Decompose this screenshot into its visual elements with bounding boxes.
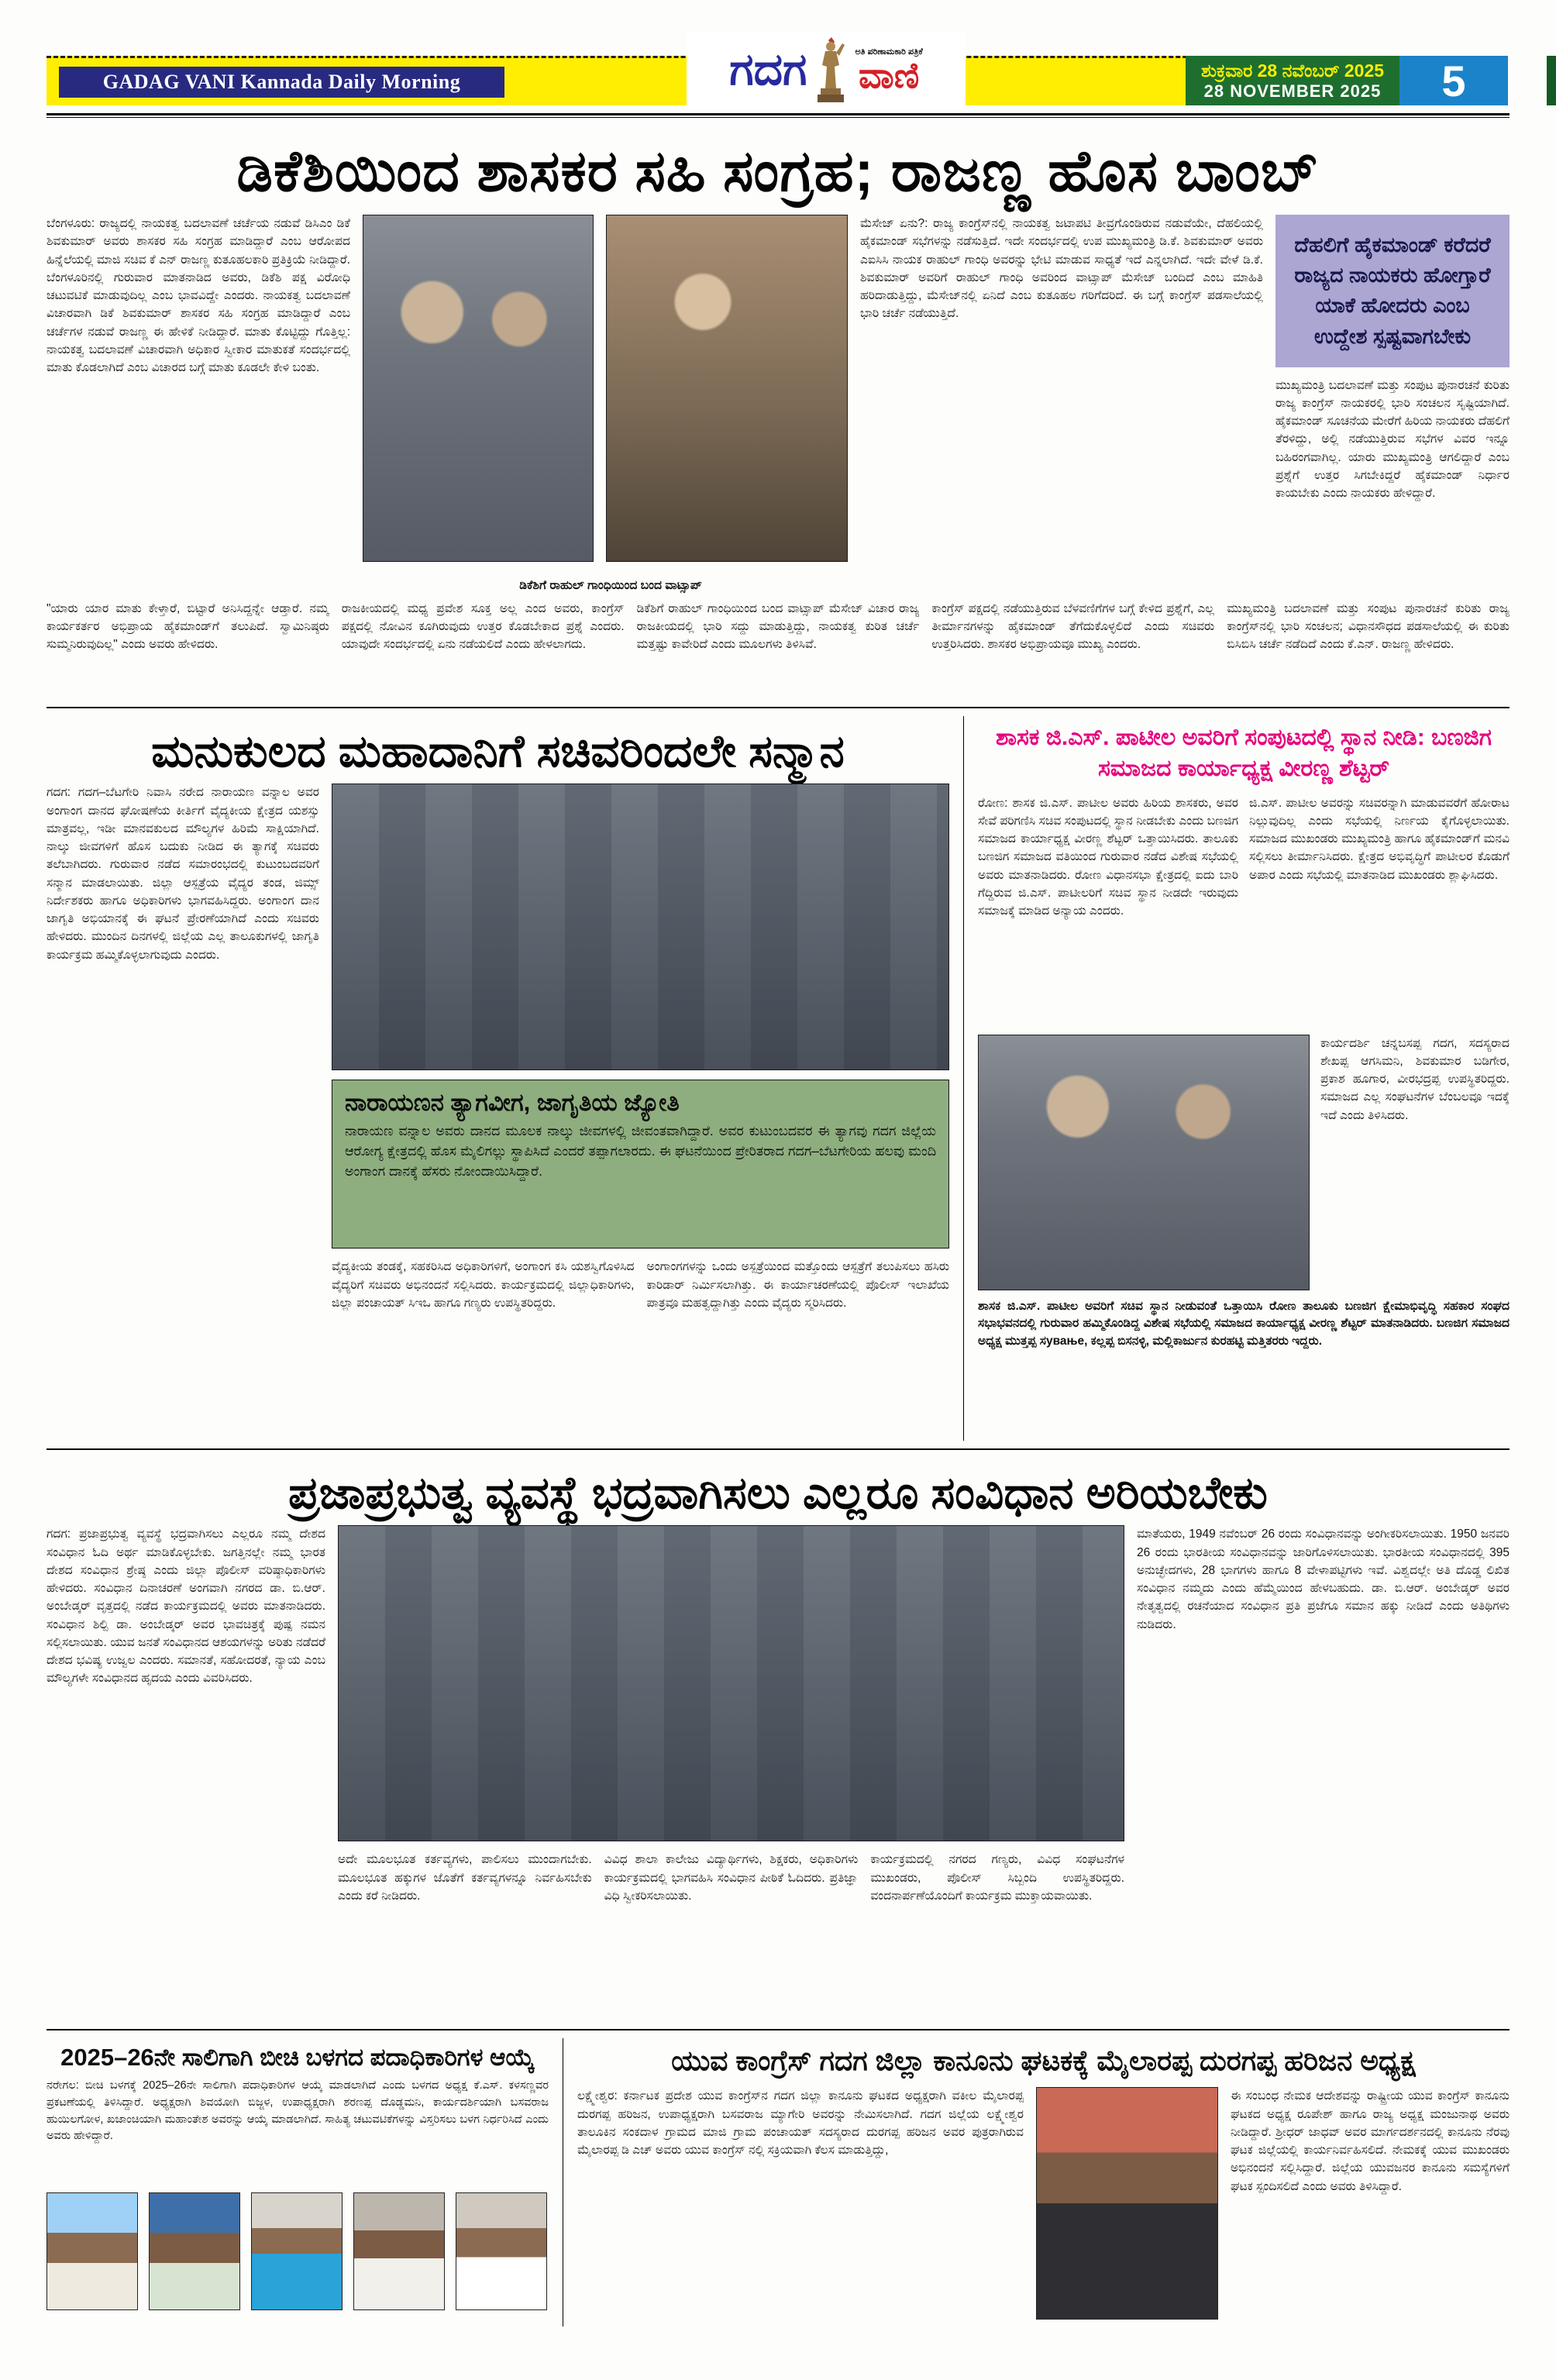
constitution-sub-col-3: ಕಾರ್ಯಕ್ರಮದಲ್ಲಿ ನಗರದ ಗಣ್ಯರು, ವಿವಿಧ ಸಂಘಟನೆಗಳ ಮುಖಂಡರು, ಪೊಲೀಸ್ ಸಿಬ್ಬಂದಿ ಉಪಸ್ಥಿತರಿದ್ದರು. ವಂದನಾರ್ಪಣೆಯೊಂದಿಗೆ ಕಾರ್ಯಕ್ರಮ ಮುಕ್ತಾಯವಾಯಿತು.	[870, 1853, 1125, 1903]
youth-congress-story	[577, 2038, 1510, 2327]
lead-bottom-col-2: ರಾಜಕೀಯದಲ್ಲಿ ಮಧ್ಯ ಪ್ರವೇಶ ಸೂಕ್ತ ಅಲ್ಲ ಎಂದ ಅವರು, ಕಾಂಗ್ರೆಸ್ ಪಕ್ಷದಲ್ಲಿ ನೋವಿನ ಕೂಗಿರುವುದು ಉತ್ತರ ಕೊಡಬೇಕಾದ ಪ್ರಶ್ನೆ ಎಂದರು. ಯಾವುದೇ ಸಂದರ್ಭದಲ್ಲಿ ಏನು ನಡೆಯಲಿದೆ ಎಂದು ಹೇಳಲಾಗದು.	[341, 601, 625, 652]
beechi-headline: 2025–26ನೇ ಸಾಲಿಗಾಗಿ ಬೀಚಿ ಬಳಗದ ಪದಾಧಿಕಾರಿಗಳ ಆಯ್ಕೆ	[60, 2044, 535, 2072]
vertical-rule-1	[963, 716, 964, 1441]
lead-col-message: ಮೆಸೇಜ್ ಏನು?: ರಾಜ್ಯ ಕಾಂಗ್ರೆಸ್‌ನಲ್ಲಿ ನಾಯಕತ್ವ ಜಟಾಪಟಿ ತೀವ್ರಗೊಂಡಿರುವ ನಡುವೆಯೇ, ದೆಹಲಿಯಲ್ಲಿ ಹೈಕಮಾಂಡ್ ಸಭೆಗಳನ್ನು ನಡೆಸುತ್ತಿದೆ. ಇದೇ ಸಂದರ್ಭದಲ್ಲಿ ಉಪ ಮುಖ್ಯಮಂತ್ರಿ ಡಿ.ಕೆ. ಶಿವಕುಮಾರ್ ಅವರು ಎಐಸಿಸಿ ನಾಯಕ ರಾಹುಲ್ ಗಾಂಧಿ ಅವರನ್ನು ಭೇಟಿ ಮಾಡುವ ಸಾಧ್ಯತೆ ಇದೆ ಎನ್ನಲಾಗಿದೆ. ಇದೇ ವೇಳೆ ಡಿ.ಕೆ. ಶಿವಕುಮಾರ್ ಅವರಿಗೆ ರಾಹುಲ್ ಗಾಂಧಿ ಅವರಿಂದ ವಾಟ್ಸಾಪ್ ಮೆಸೇಜ್ ಬಂದಿದೆ ಎಂಬ ಮಾಹಿತಿ ಹರಿದಾಡುತ್ತಿದ್ದು, ಮೆಸೇಜ್‌ನಲ್ಲಿ ಏನಿದೆ ಎಂಬ ಕುತೂಹಲ ಗರಿಗೆದರಿದೆ. ಈ ಬಗ್ಗೆ ಕಾಂಗ್ರೆಸ್ ಪಡಸಾಲೆಯಲ್ಲಿ ಭಾರಿ ಚರ್ಚೆ ನಡೆಯುತ್ತಿದೆ.	[860, 217, 1263, 321]
date-english: 28 NOVEMBER 2025	[1203, 81, 1382, 101]
patil-photo-caption: ಶಾಸಕ ಜಿ.ಎಸ್. ಪಾಟೀಲ ಅವರಿಗೆ ಸಚಿವ ಸ್ಥಾನ ನೀಡುವಂತೆ ಒತ್ತಾಯಿಸಿ ರೋಣ ತಾಲೂಕು ಬಣಜಿಗ ಕ್ಷೇಮಾಭಿವೃದ್ಧಿ ಸಹಕಾರ ಸಂಘದ ಸಭಾಭವನದಲ್ಲಿ ಗುರುವಾರ ಹಮ್ಮಿಕೊಂಡಿದ್ದ ವಿಶೇಷ ಸಭೆಯಲ್ಲಿ ಸಮಾಜದ ಕಾರ್ಯಾಧ್ಯಕ್ಷ ವೀರಣ್ಣ ಶೆಟ್ಟರ್ ಮಾತನಾಡಿದರು. ಬಣಜಿಗ ಸಮಾಜದ ಅಧ್ಯಕ್ಷ ಮುತ್ತಪ್ಪ ಸување, ಕಲ್ಲಪ್ಪ ಬಿಸನಳ್ಳಿ, ಮಲ್ಲಿಕಾರ್ಜುನ ಕುರಹಟ್ಟಿ ಮತ್ತಿತರರು ಇದ್ದರು.	[978, 1299, 1510, 1348]
photo-mylarappa-harijan	[1036, 2087, 1218, 2320]
lead-bottom-col-1: "ಯಾರು ಯಾರ ಮಾತು ಕೇಳ್ತಾರೆ, ಬಿಟ್ಟಾರೆ ಅನಿಸಿದ್ದನ್ನೇ ಆಡ್ತಾರೆ. ನಮ್ಮ ಕಾರ್ಯಕರ್ತರ ಅಭಿಪ್ರಾಯ ಹೈಕಮಾಂಡ್‌ಗೆ ತಲುಪಿದೆ. ಸ್ವಾಮಿನಿಷ್ಠರು ಸುಮ್ಮನಿರುವುದಿಲ್ಲ" ಎಂದು ಅವರು ಹೇಳಿದರು.	[46, 601, 329, 652]
green-box-body: ನಾರಾಯಣ ವನ್ನಾಲ ಅವರು ದಾನದ ಮೂಲಕ ನಾಲ್ಕು ಜೀವಗಳಲ್ಲಿ ಜೀವಂತವಾಗಿದ್ದಾರೆ. ಅವರ ಕುಟುಂಬದವರ ಈ ತ್ಯಾಗವು ಗದಗ ಜಿಲ್ಲೆಯ ಆರೋಗ್ಯ ಕ್ಷೇತ್ರದಲ್ಲಿ ಹೊಸ ಮೈಲಿಗಲ್ಲು ಸ್ಥಾಪಿಸಿದೆ ಎಂದರೆ ತಪ್ಪಾಗಲಾರದು. ಈ ಘಟನೆಯಿಂದ ಪ್ರೇರಿತರಾದ ಗದಗ–ಬೆಟಗೇರಿಯ ಹಲವು ಮಂದಿ ಅಂಗಾಂಗ ದಾನಕ್ಕೆ ಹೆಸರು ನೋಂದಾಯಿಸಿದ್ದಾರೆ.	[345, 1122, 936, 1180]
date-kannada: ಶುಕ್ರವಾರ 28 ನವೆಂಬರ್ 2025	[1200, 60, 1385, 81]
statue-icon	[813, 37, 849, 102]
logo-kannada-vani: ವಾಣಿ	[858, 54, 920, 95]
sanman-sub-col-1: ವೈದ್ಯಕೀಯ ತಂಡಕ್ಕೆ, ಸಹಕರಿಸಿದ ಅಧಿಕಾರಿಗಳಿಗೆ, ಅಂಗಾಂಗ ಕಸಿ ಯಶಸ್ವಿಗೊಳಿಸಿದ ವೈದ್ಯರಿಗೆ ಸಚಿವರು ಅಭಿನಂದನೆ ಸಲ್ಲಿಸಿದರು. ಕಾರ್ಯಕ್ರಮದಲ್ಲಿ ಜಿಲ್ಲಾಧಿಕಾರಿಗಳು, ಜಿಲ್ಲಾ ಪಂಚಾಯತ್ ಸಿಇಒ ಹಾಗೂ ಗಣ್ಯರು ಉಪಸ್ಥಿತರಿದ್ದರು.	[332, 1260, 635, 1310]
sanman-headline: ಮನುಕುಲದ ಮಹಾದಾನಿಗೆ ಸಚಿವರಿಂದಲೇ ಸನ್ಮಾನ	[151, 725, 845, 777]
patil-story	[978, 716, 1510, 1441]
patil-col-side: ಕಾರ್ಯದರ್ಶಿ ಚನ್ನಬಸಪ್ಪ ಗದಗ, ಸದಸ್ಯರಾದ ಶೇಖಪ್ಪ ಆಗಸಿಮನಿ, ಶಿವಕುಮಾರ ಬಡಿಗೇರ, ಪ್ರಕಾಶ ಹೂಗಾರ, ವೀರಭದ್ರಪ್ಪ ಉಪಸ್ಥಿತರಿದ್ದರು. ಸಮಾಜದ ಎಲ್ಲ ಸಂಘಟನೆಗಳ ಬೆಂಬಲವೂ ಇದಕ್ಕೆ ಇದೆ ಎಂದು ತಿಳಿಸಿದರು.	[1320, 1036, 1510, 1122]
lead-story	[46, 124, 1510, 699]
photo-dks-interview	[363, 215, 594, 562]
youth-headline: ಯುವ ಕಾಂಗ್ರೆಸ್ ಗದಗ ಜಿಲ್ಲಾ ಕಾನೂನು ಘಟಕಕ್ಕೆ ಮೈಲಾರಪ್ಪ ದುರಗಪ್ಪ ಹರಿಜನ ಅಧ್ಯಕ್ಷ	[671, 2044, 1416, 2077]
photo-constitution-day	[338, 1525, 1124, 1841]
patil-col-2: ಜಿ.ಎಸ್. ಪಾಟೀಲ ಅವರನ್ನು ಸಚಿವರನ್ನಾಗಿ ಮಾಡುವವರೆಗೆ ಹೋರಾಟ ನಿಲ್ಲುವುದಿಲ್ಲ ಎಂದು ಸಭೆಯಲ್ಲಿ ನಿರ್ಣಯ ಕೈಗೊಳ್ಳಲಾಯಿತು. ಸಮಾಜದ ಮುಖಂಡರು ಮುಖ್ಯಮಂತ್ರಿ ಹಾಗೂ ಹೈಕಮಾಂಡ್‌ಗೆ ಮನವಿ ಸಲ್ಲಿಸಲು ತೀರ್ಮಾನಿಸಿದರು. ಕ್ಷೇತ್ರದ ಅಭಿವೃದ್ಧಿಗೆ ಪಾಟೀಲರ ಕೊಡುಗೆ ಅಪಾರ ಎಂದು ಸಭೆಯಲ್ಲಿ ಮಾತನಾಡಿದ ಮುಖಂಡರು ಶ್ಲಾಘಿಸಿದರು.	[1249, 796, 1510, 882]
beechi-story	[46, 2038, 549, 2327]
sanman-col-left: ಗದಗ: ಗದಗ–ಬೆಟಗೇರಿ ನಿವಾಸಿ ನರೇದ ನಾರಾಯಣ ವನ್ನಾಲ ಅವರ ಅಂಗಾಂಗ ದಾನದ ಘೋಷಣೆಯ ಕೀರ್ತಿಗೆ ವೈದ್ಯಕೀಯ ಕ್ಷೇತ್ರದ ಯಶಸ್ಸು ಮಾತ್ರವಲ್ಲ, ಇಡೀ ಮಾನವಕುಲದ ಮೌಲ್ಯಗಳ ಹಿರಿಮೆ ಸಾಕ್ಷಿಯಾಗಿದೆ. ನಾಲ್ಕು ಜೀವಗಳಿಗೆ ಹೊಸ ಬದುಕು ನೀಡಿದ ಈ ತ್ಯಾಗಕ್ಕೆ ಸಚಿವರು ತಲೆಬಾಗಿದರು. ಗುರುವಾರ ನಡೆದ ಸಮಾರಂಭದಲ್ಲಿ ಕುಟುಂಬದವರಿಗೆ ಸನ್ಮಾನ ಮಾಡಲಾಯಿತು. ಜಿಲ್ಲಾ ಆಸ್ಪತ್ರೆಯ ವೈದ್ಯರ ತಂಡ, ಜಿಮ್ಸ್ ನಿರ್ದೇಶಕರು ಹಾಗೂ ಅಧಿಕಾರಿಗಳು ಭಾಗವಹಿಸಿದ್ದರು. ಅಂಗಾಂಗ ದಾನ ಜಾಗೃತಿ ಅಭಿಯಾನಕ್ಕೆ ಈ ಘಟನೆ ಪ್ರೇರಣೆಯಾಗಿದೆ ಎಂದು ಸಚಿವರು ಹೇಳಿದರು. ಮುಂದಿನ ದಿನಗಳಲ್ಲಿ ಜಿಲ್ಲೆಯ ಎಲ್ಲ ತಾಲೂಕುಗಳಲ್ಲಿ ಜಾಗೃತಿ ಕಾರ್ಯಕ್ರಮ ಹಮ್ಮಿಕೊಳ್ಳಲಾಗುವುದು ಎಂದರು.	[46, 786, 319, 962]
lead-col-1: ಬೆಂಗಳೂರು: ರಾಜ್ಯದಲ್ಲಿ ನಾಯಕತ್ವ ಬದಲಾವಣೆ ಚರ್ಚೆಯ ನಡುವೆ ಡಿಸಿಎಂ ಡಿಕೆ ಶಿವಕುಮಾರ್ ಅವರು ಶಾಸಕರ ಸಹಿ ಸಂಗ್ರಹ ಮಾಡಿದ್ದಾರೆ ಎಂಬ ಆರೋಪದ ಹಿನ್ನೆಲೆಯಲ್ಲಿ ಮಾಜಿ ಸಚಿವ ಕೆ ಎನ್ ರಾಜಣ್ಣ ಕುತೂಹಲಕಾರಿ ಪ್ರತಿಕ್ರಿಯೆ ನೀಡಿದ್ದಾರೆ. ಬೆಂಗಳೂರಿನಲ್ಲಿ ಗುರುವಾರ ಮಾತನಾಡಿದ ಅವರು, ಡಿಕೆಶಿ ಪಕ್ಷ ವಿರೋಧಿ ಚಟುವಟಿಕೆ ಮಾಡುವುದಿಲ್ಲ ಎಂಬ ಭಾವವಿದ್ದೇ ಎಂದರು. ನಾಯಕತ್ವ ಬದಲಾವಣೆ ವಿಚಾರವಾಗಿ ಡಿಕೆ ಶಿವಕುಮಾರ್ ಶಾಸಕರ ಸಹಿ ಸಂಗ್ರಹ ಮಾಡಿದ್ದಾರೆ ಎಂಬ ಚರ್ಚೆಗಳ ನಡುವೆ ರಾಜಣ್ಣ ಈ ಹೇಳಿಕೆ ನೀಡಿದ್ದಾರೆ. ಮಾತು ಕೊಟ್ಟಿದ್ದು ಗೊತ್ತಿಲ್ಲ: ನಾಯಕತ್ವ ಬದಲಾವಣೆ ವಿಚಾರವಾಗಿ ಅಧಿಕಾರ ಸ್ವೀಕಾರ ಮಾತುಕತೆ ಸಂದರ್ಭದಲ್ಲಿ ಮಾತು ಕೊಡಲಾಗಿದೆ ಎಂಬ ವಿಚಾರದ ಬಗ್ಗೆ ಮಾತು ಕೂಡಲೇ ಕೇಳಿ ಬಂತು.	[46, 217, 350, 375]
lead-bottom-col-5: ಮುಖ್ಯಮಂತ್ರಿ ಬದಲಾವಣೆ ಮತ್ತು ಸಂಪುಟ ಪುನಾರಚನೆ ಕುರಿತು ರಾಜ್ಯ ಕಾಂಗ್ರೆಸ್‌ನಲ್ಲಿ ಭಾರಿ ಸಂಚಲನ; ವಿಧಾನಸೌಧದ ಪಡಸಾಲೆಯಲ್ಲಿ ಈ ಕುರಿತು ಬಿಸಿಬಿಸಿ ಚರ್ಚೆ ನಡೆದಿದೆ ಎಂದು ಕೆ.ಎನ್. ರಾಜಣ್ಣ ಹೇಳಿದರು.	[1227, 601, 1510, 652]
constitution-sub-col-2: ವಿವಿಧ ಶಾಲಾ ಕಾಲೇಜು ವಿದ್ಯಾರ್ಥಿಗಳು, ಶಿಕ್ಷಕರು, ಅಧಿಕಾರಿಗಳು ಕಾರ್ಯಕ್ರಮದಲ್ಲಿ ಭಾಗವಹಿಸಿ ಸಂವಿಧಾನ ಪೀಠಿಕೆ ಓದಿದರು. ಪ್ರತಿಜ್ಞಾ ವಿಧಿ ಸ್ವೀಕರಿಸಲಾಯಿತು.	[604, 1853, 859, 1903]
green-box-title: ನಾರಾಯಣನ ತ್ಯಾಗವೀಗ, ಜಾಗೃತಿಯ ಜ್ಯೋತಿ	[345, 1089, 680, 1117]
photo-rajanna-mics	[606, 215, 848, 562]
lead-bottom-col-4: ಕಾಂಗ್ರೆಸ್ ಪಕ್ಷದಲ್ಲಿ ನಡೆಯುತ್ತಿರುವ ಬೆಳವಣಿಗೆಗಳ ಬಗ್ಗೆ ಕೇಳಿದ ಪ್ರಶ್ನೆಗೆ, ಎಲ್ಲ ತೀರ್ಮಾನಗಳನ್ನು ಹೈಕಮಾಂಡ್ ತೆಗೆದುಕೊಳ್ಳಲಿದೆ ಎಂದು ಸಚಿವರು ಉತ್ತರಿಸಿದರು. ಶಾಸಕರ ಅಭಿಪ್ರಾಯವೂ ಮುಖ್ಯ ಎಂದರು.	[931, 601, 1215, 652]
youth-col-1: ಲಕ್ಷ್ಮೇಶ್ವರ: ಕರ್ನಾಟಕ ಪ್ರದೇಶ ಯುವ ಕಾಂಗ್ರೆಸ್‌ನ ಗದಗ ಜಿಲ್ಲಾ ಕಾನೂನು ಘಟಕದ ಅಧ್ಯಕ್ಷರಾಗಿ ವಕೀಲ ಮೈಲಾರಪ್ಪ ದುರಗಪ್ಪ ಹರಿಜನ, ಉಪಾಧ್ಯಕ್ಷರಾಗಿ ಬಸವರಾಜ ಮ್ಯಾಗೇರಿ ಅವರನ್ನು ನೇಮಿಸಲಾಗಿದೆ. ಗದಗ ಜಿಲ್ಲೆಯ ಲಕ್ಷ್ಮೇಶ್ವರ ತಾಲೂಕಿನ ಸಂಕದಾಳ ಗ್ರಾಮದ ಮಾಜಿ ಗ್ರಾಮ ಪಂಚಾಯತ್ ಸದಸ್ಯರಾದ ದುರಗಪ್ಪ ಹರಿಜನ ಅವರ ಪುತ್ರರಾಗಿರುವ ಮೈಲಾರಪ್ಪ ಡಿ ಎಚ್ ಅವರು ಯುವ ಕಾಂಗ್ರೆಸ್ ನಲ್ಲಿ ಸಕ್ರಿಯವಾಗಿ ಕೆಲಸ ಮಾಡುತ್ತಿದ್ದು,	[577, 2089, 1024, 2158]
constitution-col-right: ಮಾತೆಯರು, 1949 ನವೆಂಬರ್ 26 ರಂದು ಸಂವಿಧಾನವನ್ನು ಅಂಗೀಕರಿಸಲಾಯಿತು. 1950 ಜನವರಿ 26 ರಂದು ಭಾರತೀಯ ಸಂವಿಧಾನವನ್ನು ಜಾರಿಗೊಳಿಸಲಾಯಿತು. ಭಾರತೀಯ ಸಂವಿಧಾನದಲ್ಲಿ 395 ಅನುಚ್ಛೇದಗಳು, 28 ಭಾಗಗಳು ಹಾಗೂ 8 ವೇಳಾಪಟ್ಟಿಗಳು ಇವೆ. ವಿಶ್ವದಲ್ಲೇ ಅತಿ ದೊಡ್ಡ ಲಿಖಿತ ಸಂವಿಧಾನ ನಮ್ಮದು ಎಂದು ಹೆಮ್ಮೆಯಿಂದ ಹೇಳಬಹುದು. ಡಾ. ಬಿ.ಆರ್. ಅಂಬೇಡ್ಕರ್ ಅವರ ನೇತೃತ್ವದಲ್ಲಿ ರಚನೆಯಾದ ಸಂವಿಧಾನ ಪ್ರತಿ ಪ್ರಜೆಗೂ ಸಮಾನ ಹಕ್ಕು ನೀಡಿದೆ ಎಂದು ಅತಿಥಿಗಳು ನುಡಿದರು.	[1137, 1528, 1510, 1631]
beechi-portraits	[46, 2192, 549, 2310]
patil-col-1: ರೋಣ: ಶಾಸಕ ಜಿ.ಎಸ್. ಪಾಟೀಲ ಅವರು ಹಿರಿಯ ಶಾಸಕರು, ಅವರ ಸೇವೆ ಪರಿಗಣಿಸಿ ಸಚಿವ ಸಂಪುಟದಲ್ಲಿ ಸ್ಥಾನ ನೀಡಬೇಕು ಎಂದು ಬಣಜಿಗ ಸಮಾಜದ ಕಾರ್ಯಾಧ್ಯಕ್ಷ ವೀರಣ್ಣ ಶೆಟ್ಟರ್ ಒತ್ತಾಯಿಸಿದರು. ತಾಲೂಕು ಬಣಜಿಗ ಸಮಾಜದ ವತಿಯಿಂದ ಗುರುವಾರ ನಡೆದ ವಿಶೇಷ ಸಭೆಯಲ್ಲಿ ಅವರು ಮಾತನಾಡಿದರು. ರೋಣ ವಿಧಾನಸಭಾ ಕ್ಷೇತ್ರದಲ್ಲಿ ಐದು ಬಾರಿ ಗೆದ್ದಿರುವ ಜಿ.ಎಸ್. ಪಾಟೀಲರಿಗೆ ಸಚಿವ ಸ್ಥಾನ ನೀಡದೇ ಇರುವುದು ಸಮಾಜಕ್ಕೆ ಮಾಡಿದ ಅನ್ಯಾಯ ಎಂದರು.	[978, 796, 1238, 918]
patil-headline: ಶಾಸಕ ಜಿ.ಎಸ್. ಪಾಟೀಲ ಅವರಿಗೆ ಸಂಪುಟದಲ್ಲಿ ಸ್ಥಾನ ನೀಡಿ: ಬಣಜಿಗ ಸಮಾಜದ ಕಾರ್ಯಾಧ್ಯಕ್ಷ ವೀರಣ್ಣ ಶೆಟ್ಟರ್	[995, 724, 1492, 782]
masthead-rule-thin	[46, 117, 1510, 118]
youth-col-2: ಈ ಸಂಬಂಧ ನೇಮಕ ಆದೇಶವನ್ನು ರಾಷ್ಟ್ರೀಯ ಯುವ ಕಾಂಗ್ರೆಸ್ ಕಾನೂನು ಘಟಕದ ಅಧ್ಯಕ್ಷ ರೂಪೇಶ್ ಹಾಗೂ ರಾಜ್ಯ ಅಧ್ಯಕ್ಷ ಮಂಜುನಾಥ ಅವರು ನೀಡಿದ್ದಾರೆ. ಶ್ರೀಧರ್ ಜಾಧವ್ ಅವರ ಮಾರ್ಗದರ್ಶನದಲ್ಲಿ ಕಾನೂನು ನೆರವು ಘಟಕ ಜಿಲ್ಲೆಯಲ್ಲಿ ಕಾರ್ಯನಿರ್ವಹಿಸಲಿದೆ. ನೇಮಕಕ್ಕೆ ಯುವ ಮುಖಂಡರು ಅಭಿನಂದನೆ ಸಲ್ಲಿಸಿದ್ದಾರೆ. ಜಿಲ್ಲೆಯ ಯುವಜನರ ಕಾನೂನು ಸಮಸ್ಯೆಗಳಿಗೆ ಘಟಕ ಸ್ಪಂದಿಸಲಿದೆ ಎಂದು ಅವರು ತಿಳಿಸಿದ್ದಾರೆ.	[1231, 2089, 1510, 2193]
logo-tagline: ಅತಿ ಪರಿಣಾಮಕಾರಿ ಪತ್ರಿಕೆ	[855, 46, 923, 57]
masthead	[46, 31, 1510, 108]
sanman-sub-col-2: ಅಂಗಾಂಗಗಳನ್ನು ಒಂದು ಅಸ್ಪತ್ರೆಯಿಂದ ಮತ್ತೊಂದು ಆಸ್ಪತ್ರೆಗೆ ತಲುಪಿಸಲು ಹಸಿರು ಕಾರಿಡಾರ್ ನಿರ್ಮಿಸಲಾಗಿತ್ತು. ಈ ಕಾರ್ಯಾಚರಣೆಯಲ್ಲಿ ಪೊಲೀಸ್ ಇಲಾಖೆಯ ಪಾತ್ರವೂ ಮಹತ್ವದ್ದಾಗಿತ್ತು ಎಂದು ವೈದ್ಯರು ಸ್ಮರಿಸಿದರು.	[646, 1260, 949, 1310]
paper-english-banner: GADAG VANI Kannada Daily Morning	[59, 67, 504, 98]
portrait-photo-3	[251, 2192, 343, 2310]
constitution-story	[46, 1458, 1510, 2022]
portrait-photo-4	[353, 2192, 445, 2310]
portrait-photo-5	[456, 2192, 547, 2310]
section-rule-3	[46, 2029, 1510, 2030]
masthead-rule-thick	[46, 113, 1510, 115]
portrait-photo-2	[149, 2192, 240, 2310]
paper-logo	[687, 31, 966, 108]
constitution-headline: ಪ್ರಜಾಪ್ರಭುತ್ವ ವ್ಯವಸ್ಥೆ ಭದ್ರವಾಗಿಸಲು ಎಲ್ಲರೂ ಸಂವಿಧಾನ ಅರಿಯಬೇಕು	[288, 1467, 1268, 1518]
photo-sanman-ceremony	[332, 784, 949, 1070]
portrait-photo-1	[46, 2192, 138, 2310]
lead-bottom-col-3: ಡಿಕೆಶಿಗೆ ರಾಹುಲ್ ಗಾಂಧಿಯಿಂದ ಬಂದ ವಾಟ್ಸಾಪ್ ಮೆಸೇಜ್ ವಿಚಾರ ರಾಜ್ಯ ರಾಜಕೀಯದಲ್ಲಿ ಭಾರಿ ಸದ್ದು ಮಾಡುತ್ತಿದ್ದು, ನಾಯಕತ್ವ ಕುರಿತ ಚರ್ಚೆ ಮತ್ತಷ್ಟು ಕಾವೇರಿದೆ ಎಂದು ಮೂಲಗಳು ತಿಳಿಸಿವೆ.	[636, 601, 920, 652]
lead-headline: ಡಿಕೆಶಿಯಿಂದ ಶಾಸಕರ ಸಹಿ ಸಂಗ್ರಹ; ರಾಜಣ್ಣ ಹೊಸ ಬಾಂಬ್	[236, 139, 1320, 203]
sanman-story	[46, 716, 949, 1441]
section-rule-2	[46, 1448, 1510, 1450]
highcommand-quote-box: ದೆಹಲಿಗೆ ಹೈಕಮಾಂಡ್ ಕರೆದರೆ ರಾಜ್ಯದ ನಾಯಕರು ಹೋಗ್ತಾರೆ ಯಾಕೆ ಹೋದರು ಎಂಬ ಉದ್ದೇಶ ಸ್ಪಷ್ಟವಾಗಬೇಕು	[1275, 215, 1510, 367]
constitution-sub-col-1: ಅದೇ ಮೂಲಭೂತ ಕರ್ತವ್ಯಗಳು, ಪಾಲಿಸಲು ಮುಂದಾಗಬೇಕು. ಮೂಲಭೂತ ಹಕ್ಕುಗಳ ಜೊತೆಗೆ ಕರ್ತವ್ಯಗಳನ್ನೂ ನಿರ್ವಹಿಸಬೇಕು ಎಂದು ಕರೆ ನೀಡಿದರು.	[338, 1853, 592, 1903]
sanman-green-box	[332, 1080, 949, 1249]
constitution-col-left: ಗದಗ: ಪ್ರಜಾಪ್ರಭುತ್ವ ವ್ಯವಸ್ಥೆ ಭದ್ರವಾಗಿಸಲು ಎಲ್ಲರೂ ನಮ್ಮ ದೇಶದ ಸಂವಿಧಾನ ಓದಿ ಅರ್ಥ ಮಾಡಿಕೊಳ್ಳಬೇಕು. ಜಗತ್ತಿನಲ್ಲೇ ನಮ್ಮ ಭಾರತ ದೇಶದ ಸಂವಿಧಾನ ಶ್ರೇಷ್ಠ ಎಂದು ಜಿಲ್ಲಾ ಪೊಲೀಸ್ ವರಿಷ್ಠಾಧಿಕಾರಿಗಳು ಹೇಳಿದರು. ಸಂವಿಧಾನ ದಿನಾಚರಣೆ ಅಂಗವಾಗಿ ನಗರದ ಡಾ. ಬಿ.ಆರ್. ಅಂಬೇಡ್ಕರ್ ವೃತ್ತದಲ್ಲಿ ನಡೆದ ಕಾರ್ಯಕ್ರಮದಲ್ಲಿ ಅವರು ಮಾತನಾಡಿದರು. ಸಂವಿಧಾನ ಶಿಲ್ಪಿ ಡಾ. ಅಂಬೇಡ್ಕರ್ ಅವರ ಭಾವಚಿತ್ರಕ್ಕೆ ಪುಷ್ಪ ನಮನ ಸಲ್ಲಿಸಲಾಯಿತು. ಯುವ ಜನತೆ ಸಂವಿಧಾನದ ಆಶಯಗಳನ್ನು ಅರಿತು ನಡೆದರೆ ದೇಶದ ಭವಿಷ್ಯ ಉಜ್ವಲ ಎಂದರು. ಸಮಾನತೆ, ಸಹೋದರತೆ, ನ್ಯಾಯ ಎಂಬ ಮೌಲ್ಯಗಳೇ ಸಂವಿಧಾನದ ಹೃದಯ ಎಂದು ವಿವರಿಸಿದರು.	[46, 1528, 325, 1686]
beechi-body: ನರೇಗಲ: ಬೀಚಿ ಬಳಗಕ್ಕೆ 2025–26ನೇ ಸಾಲಿಗಾಗಿ ಪದಾಧಿಕಾರಿಗಳ ಆಯ್ಕೆ ಮಾಡಲಾಗಿದೆ ಎಂದು ಬಳಗದ ಅಧ್ಯಕ್ಷ ಕೆ.ಎಸ್. ಕಳಸಣ್ಣವರ ಪ್ರಕಟಣೆಯಲ್ಲಿ ತಿಳಿಸಿದ್ದಾರೆ. ಅಧ್ಯಕ್ಷರಾಗಿ ಶಿವಯೋಗಿ ಬಿಜ್ಜಳ, ಉಪಾಧ್ಯಕ್ಷರಾಗಿ ಶರಣಪ್ಪ ದೊಡ್ಡಮನಿ, ಕಾರ್ಯದರ್ಶಿಯಾಗಿ ಬಸವರಾಜ ಹುಯಿಲಗೋಳ, ಖಜಾಂಚಿಯಾಗಿ ಮಹಾಂತೇಶ ಅವರನ್ನು ಆಯ್ಕೆ ಮಾಡಲಾಗಿದೆ. ಸಾಹಿತ್ಯ ಚಟುವಟಿಕೆಗಳನ್ನು ವಿಸ್ತರಿಸಲು ಬಳಗ ನಿರ್ಧರಿಸಿದೆ ಎಂದು ಅವರು ಹೇಳಿದ್ದಾರೆ.	[46, 2079, 549, 2143]
lead-photos-caption: ಡಿಕೆಶಿಗೆ ರಾಹುಲ್ ಗಾಂಧಿಯಿಂದ ಬಂದ ವಾಟ್ಸಾಪ್	[519, 579, 702, 593]
lead-col-right: ಮುಖ್ಯಮಂತ್ರಿ ಬದಲಾವಣೆ ಮತ್ತು ಸಂಪುಟ ಪುನಾರಚನೆ ಕುರಿತು ರಾಜ್ಯ ಕಾಂಗ್ರೆಸ್ ನಾಯಕರಲ್ಲಿ ಭಾರಿ ಸಂಚಲನ ಸೃಷ್ಟಿಯಾಗಿದೆ. ಹೈಕಮಾಂಡ್ ಸೂಚನೆಯ ಮೇರೆಗೆ ಹಿರಿಯ ನಾಯಕರು ದೆಹಲಿಗೆ ತೆರಳಿದ್ದು, ಅಲ್ಲಿ ನಡೆಯುತ್ತಿರುವ ಸಭೆಗಳ ವಿವರ ಇನ್ನೂ ಬಹಿರಂಗವಾಗಿಲ್ಲ. ಯಾರು ಮುಖ್ಯಮಂತ್ರಿ ಆಗಲಿದ್ದಾರೆ ಎಂಬ ಪ್ರಶ್ನೆಗೆ ಉತ್ತರ ಸಿಗಬೇಕಿದ್ದರೆ ಹೈಕಮಾಂಡ್ ನಿರ್ಧಾರ ಕಾಯಬೇಕು ಎಂದು ನಾಯಕರು ಹೇಳಿದ್ದಾರೆ.	[1275, 378, 1510, 501]
logo-kannada-gadag: ಗದಗ	[729, 44, 807, 95]
photo-patil-meeting	[978, 1035, 1310, 1290]
section-rule-1	[46, 707, 1510, 708]
page-number: 5	[1399, 56, 1508, 105]
edge-strip	[1547, 56, 1556, 105]
date-box	[1186, 56, 1399, 105]
